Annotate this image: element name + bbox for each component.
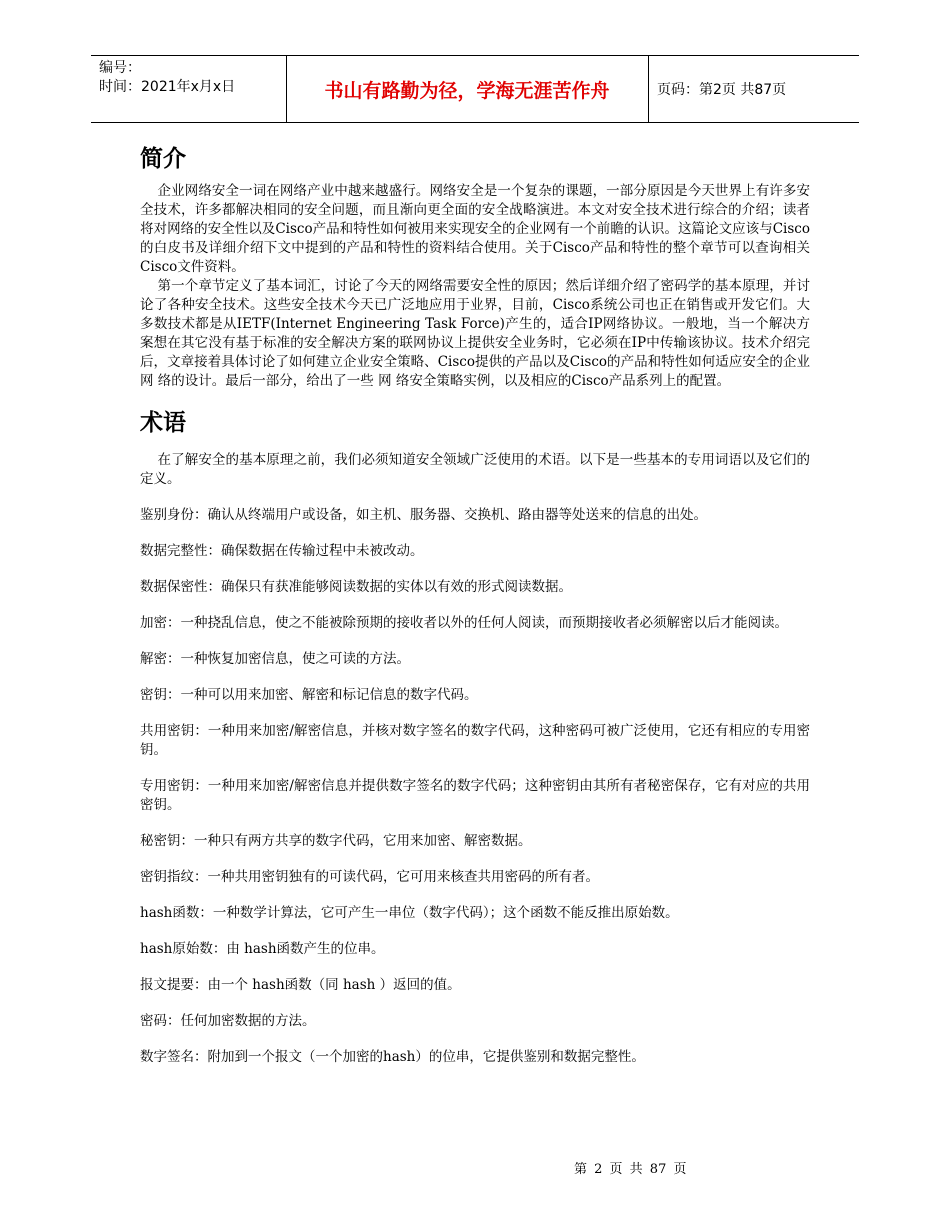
section-title-intro: 简介: [140, 146, 186, 172]
page-footer: 第 2 页 共 87 页: [574, 1162, 687, 1177]
intro-paragraph: 第一个章节定义了基本词汇，讨论了今天的网络需要安全性的原因；然后详细介绍了密码学的基本原理，并讨论了各种安全技术。这些安全技术今天已广泛地应用于业界，目前，Cisco系统公司也正在销售或开发它们。大多数技术都是从IETF(Internet Engineering Task Force)产生的，适合IP网络协议。一般地，当一个解决方案想在其它没有基于标准的安全解决方案的联网协议上提供安全业务时，它必须在IP中传输该协议。技术介绍完后，文章接着具体讨论了如何建立企业安全策略、Cisco提供的产品以及Cisco的产品和特性如何适应安全的企业网 络的设计。最后一部分，给出了一些 网 络安全策略实例，以及相应的Cisco产品系列上的配置。: [140, 278, 810, 389]
terms-intro: 在了解安全的基本原理之前，我们必须知道安全领域广泛使用的术语。以下是一些基本的专用词语以及它们的定义。: [140, 452, 810, 487]
definition-item: 秘密钥：一种只有两方共享的数字代码，它用来加密、解密数据。: [140, 833, 532, 849]
definition-item: 共用密钥：一种用来加密/解密信息，并核对数字签名的数字代码，这种密码可被广泛使用，它还有相应的专用密钥。: [140, 723, 810, 758]
definition-item: 数据完整性：确保数据在传输过程中未被改动。: [140, 543, 424, 559]
header-time-label: 时间：2021年x月x日: [99, 79, 236, 95]
definition-item: 密钥：一种可以用来加密、解密和标记信息的数字代码。: [140, 687, 478, 703]
header-meta: [99, 59, 235, 97]
document-body: [140, 143, 810, 1084]
page-header: [91, 55, 859, 123]
definition-item: 加密：一种挠乱信息，使之不能被除预期的接收者以外的任何人阅读，而预期接收者必须解密以后才能阅读。: [140, 615, 788, 631]
header-page-info: 页码：第2页 共87页: [657, 82, 787, 98]
header-motto: 书山有路勤为径，学海无涯苦作舟: [324, 79, 610, 102]
definition-item: 数据保密性：确保只有获准能够阅读数据的实体以有效的形式阅读数据。: [140, 579, 572, 595]
definition-item: 密码：任何加密数据的方法。: [140, 1013, 316, 1029]
header-divider: [648, 56, 649, 122]
definition-item: 报文提要：由一个 hash函数（同 hash ）返回的值。: [140, 977, 461, 993]
definition-item: 鉴别身份：确认从终端用户或设备，如主机、服务器、交换机、路由器等处送来的信息的出处。: [140, 507, 707, 523]
definition-item: 密钥指纹：一种共用密钥独有的可读代码，它可用来核查共用密码的所有者。: [140, 869, 599, 885]
definition-item: 专用密钥：一种用来加密/解密信息并提供数字签名的数字代码；这种密钥由其所有者秘密保存，它有对应的共用密钥。: [140, 778, 810, 813]
definition-item: hash函数：一种数学计算法，它可产生一串位（数字代码）；这个函数不能反推出原始数。: [140, 905, 679, 921]
definition-item: 解密：一种恢复加密信息，使之可读的方法。: [140, 651, 410, 667]
intro-paragraph: 企业网络安全一词在网络产业中越来越盛行。网络安全是一个复杂的课题，一部分原因是今天世界上有许多安全技术，许多都解决相同的安全问题，而且渐向更全面的安全战略演进。本文对安全技术进行综合的介绍；读者将对网络的安全性以及Cisco产品和特性如何被用来实现安全的企业网有一个前瞻的认识。这篇论文应该与Cisco的白皮书及详细介绍下文中提到的产品和特性的资料结合使用。关于Cisco产品和特性的整个章节可以查询相关Cisco文件资料。: [140, 183, 810, 275]
definition-item: 数字签名：附加到一个报文（一个加密的hash）的位串，它提供鉴别和数据完整性。: [140, 1049, 645, 1065]
header-number-label: 编号：: [99, 60, 141, 76]
section-title-terms: 术语: [140, 410, 186, 436]
definition-item: hash原始数：由 hash函数产生的位串。: [140, 941, 385, 957]
header-divider: [286, 56, 287, 122]
